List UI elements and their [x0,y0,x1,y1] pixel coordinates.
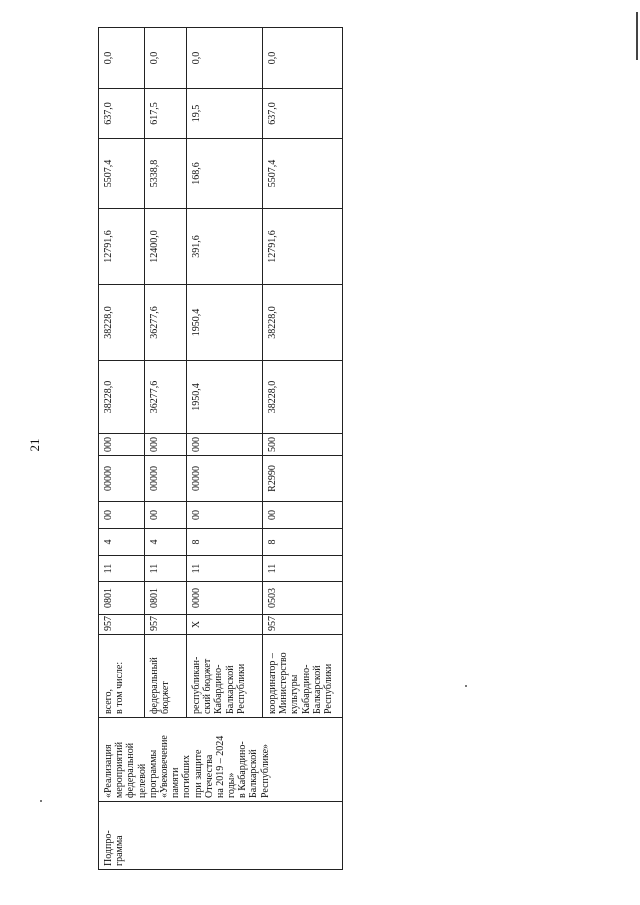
amount-cell: 637,0 [99,89,145,139]
direction-code-cell: 00000 [187,456,263,502]
expense-type-cell: 500 [263,434,343,456]
subprogram-name-cell: «Реализация мероприятий федеральной целевой программы «Увековечение памяти погибших при защите Отечества на 2019 – 2024 годы» в Кабардино- Балкарской Республике» [99,718,343,802]
amount-cell: 12791,6 [99,209,145,285]
subprogram-type-cell: Подпро- грамма [99,802,343,870]
expense-type-cell: 000 [145,434,187,456]
direction-code-cell: 00000 [145,456,187,502]
amount-cell: 0,0 [145,28,187,89]
direction-code-cell: 00000 [99,456,145,502]
event-code-cell: 00 [187,502,263,529]
funding-source-cell: координатор – Министерство культуры Кабардино- Балкарской Республики [263,635,343,718]
amount-cell: 168,6 [187,139,263,209]
amount-cell: 0,0 [263,28,343,89]
subprogram-code-cell: 8 [263,529,343,556]
scan-speck [465,685,467,687]
funding-source-cell: федеральный бюджет [145,635,187,718]
amount-cell: 38228,0 [99,285,145,361]
program-code-cell: 11 [187,556,263,582]
program-code-cell: 11 [263,556,343,582]
subprogram-code-cell: 8 [187,529,263,556]
program-code-cell: 11 [99,556,145,582]
amount-cell: 12400,0 [145,209,187,285]
amount-cell: 36277,6 [145,361,187,434]
grbs-code-cell: 957 [263,615,343,635]
amount-cell: 637,0 [263,89,343,139]
grbs-code-cell: 957 [145,615,187,635]
amount-cell: 0,0 [99,28,145,89]
amount-cell: 617,5 [145,89,187,139]
direction-code-cell: R2990 [263,456,343,502]
section-code-cell: 0000 [187,582,263,615]
budget-table-container [98,28,342,870]
section-code-cell: 0801 [99,582,145,615]
amount-cell: 5338,8 [145,139,187,209]
scan-edge-mark [636,12,638,60]
program-code-cell: 11 [145,556,187,582]
amount-cell: 5507,4 [99,139,145,209]
section-code-cell: 0801 [145,582,187,615]
event-code-cell: 00 [263,502,343,529]
amount-cell: 391,6 [187,209,263,285]
amount-cell: 1950,4 [187,361,263,434]
expense-type-cell: 000 [99,434,145,456]
amount-cell: 38228,0 [263,361,343,434]
funding-source-cell: всего, в том числе: [99,635,145,718]
grbs-code-cell: 957 [99,615,145,635]
expense-type-cell: 000 [187,434,263,456]
table-row [99,28,145,870]
amount-cell: 1950,4 [187,285,263,361]
amount-cell: 36277,6 [145,285,187,361]
subprogram-code-cell: 4 [145,529,187,556]
funding-source-cell: республикан- ский бюджет Кабардино- Балкарской Республики [187,635,263,718]
grbs-code-cell: X [187,615,263,635]
amount-cell: 5507,4 [263,139,343,209]
subprogram-code-cell: 4 [99,529,145,556]
amount-cell: 12791,6 [263,209,343,285]
budget-table [98,27,343,870]
amount-cell: 19,5 [187,89,263,139]
event-code-cell: 00 [145,502,187,529]
page-number: 21 [27,438,42,452]
event-code-cell: 00 [99,502,145,529]
scan-speck [40,800,42,802]
amount-cell: 38228,0 [263,285,343,361]
section-code-cell: 0503 [263,582,343,615]
amount-cell: 0,0 [187,28,263,89]
amount-cell: 38228,0 [99,361,145,434]
